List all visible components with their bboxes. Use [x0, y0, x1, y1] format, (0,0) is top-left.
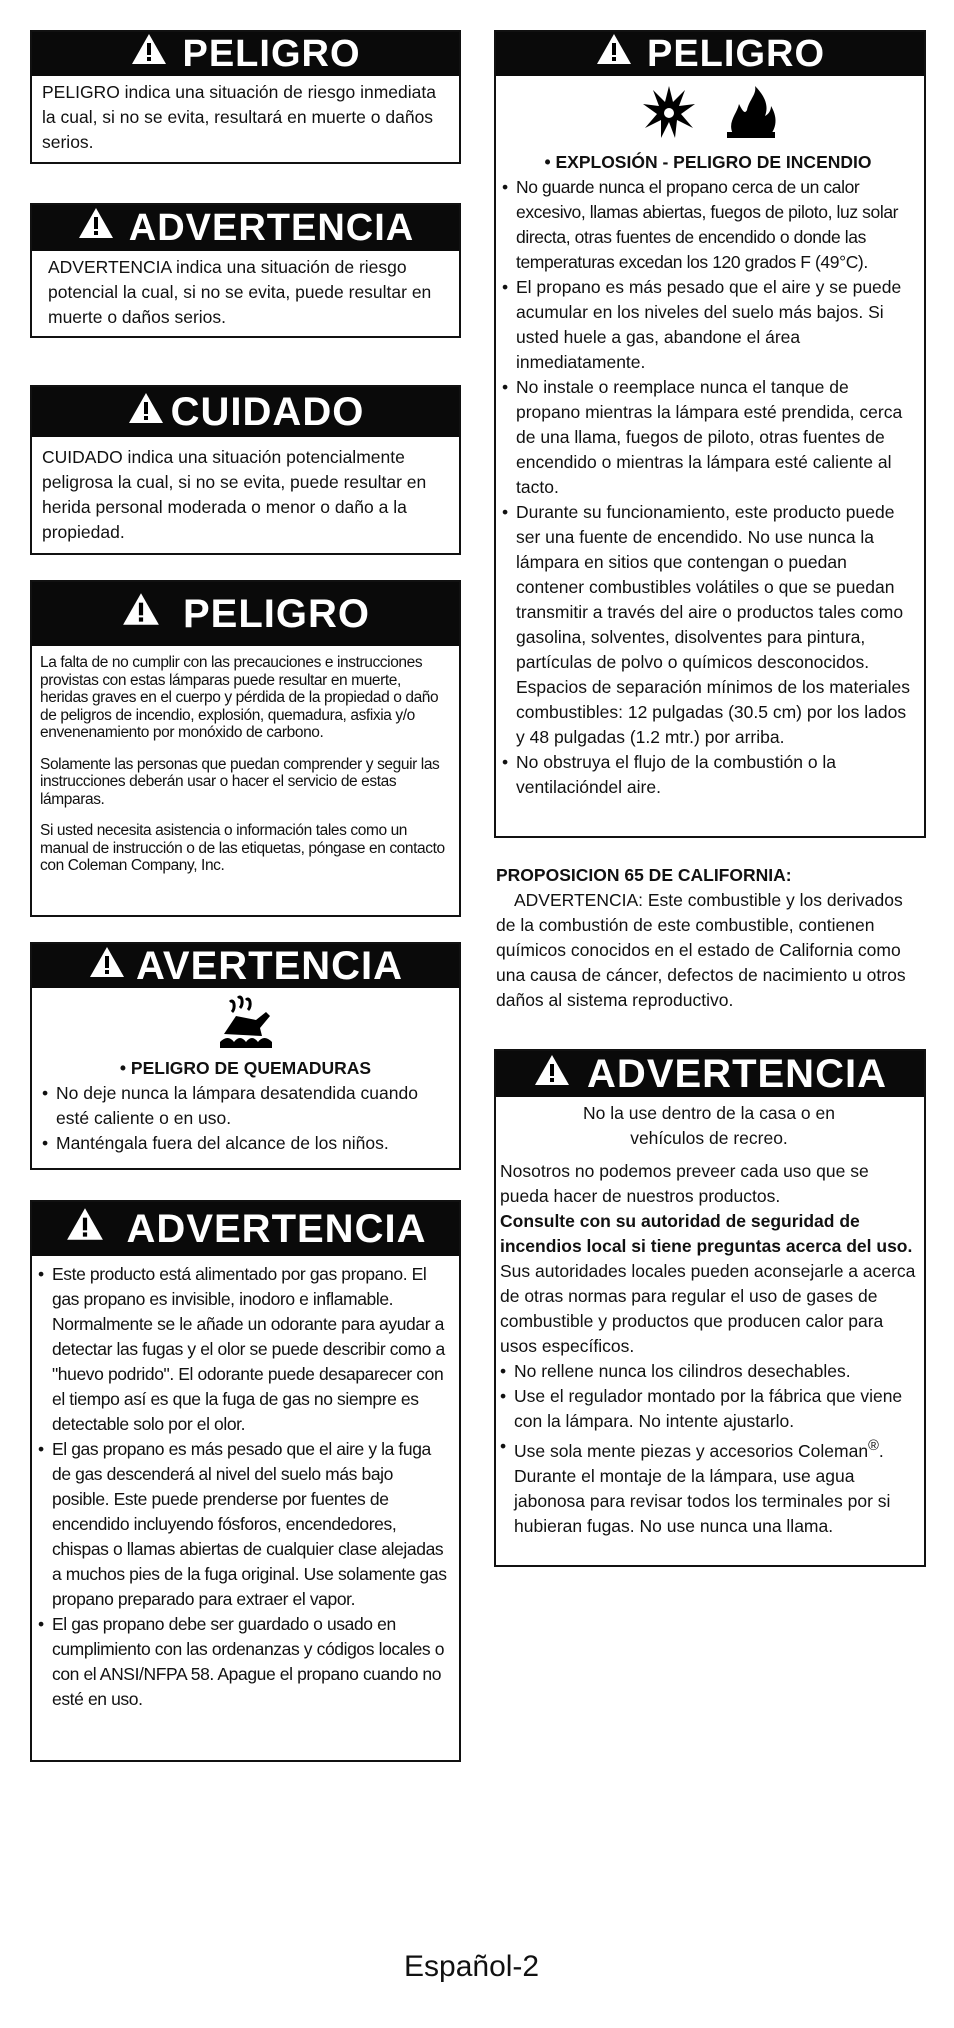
hot-surface-hand-icon — [32, 988, 459, 1056]
cuidado-definition-box — [30, 385, 461, 555]
advertencia-use-title: ADVERTENCIA — [587, 1051, 887, 1096]
advertencia-use-box — [494, 1049, 926, 1567]
explosion-warning-list — [502, 175, 914, 800]
coleman-parts-text-cont: . Durante el montaje de la lámpara, use agua jabonosa para revisar todos los terminales por si hubieran fugas. No use nunca una llama. — [514, 1440, 891, 1536]
warning-triangle-icon — [77, 206, 115, 250]
list-item: • No guarde nunca el propano cerca de un calor excesivo, llamas abiertas, fuegos de piloto, luz solar directa, otras fuentes de encendido o donde las temperaturas excedan los 120 grados F (49°C). — [502, 175, 914, 275]
propane-warning-list — [38, 1262, 449, 1712]
warning-triangle-icon — [127, 390, 165, 435]
cuidado-definition-text: CUIDADO indica una situación potencialmente peligrosa la cual, si no se evita, puede resultar en herida personal moderada o menor o daño a la propiedad. — [42, 447, 427, 542]
peligro-general-box — [30, 580, 461, 917]
warning-triangle-icon — [121, 591, 161, 637]
peligro-general-paragraph: La falta de no cumplir con las precauciones e instrucciones provistas con estas lámparas puede resultar en muerte, heridas graves en el cuerpo y pérdida de la propiedad o daño de peligros de incendio, explosión, quemadura, asfixia y/o envenenamiento por monóxido de carbono. — [40, 654, 439, 741]
peligro-explosion-box — [494, 30, 926, 838]
peligro-general-text — [32, 646, 459, 883]
advertencia-definition-text: ADVERTENCIA indica una situación de riesgo potencial la cual, si no se evita, puede resultar en muerte o daños serios. — [48, 257, 432, 327]
fire-authority-notice: Consulte con su autoridad de seguridad de incendios local si tiene preguntas acerca del uso. — [500, 1211, 913, 1256]
peligro-general-paragraph: Si usted necesita asistencia o información tales como un manual de instrucción o de las etiquetas, póngase en contacto con Coleman Company, Inc. — [40, 822, 445, 874]
prop65-title: PROPOSICION 65 DE CALIFORNIA: — [496, 865, 792, 885]
advertencia-propane-header — [32, 1202, 459, 1256]
peligro-general-header — [32, 582, 459, 646]
advertencia-propane-box — [30, 1200, 461, 1762]
list-item — [500, 1434, 918, 1539]
peligro-explosion-header — [496, 32, 924, 76]
peligro-general-title: PELIGRO — [182, 591, 371, 636]
list-item: • No obstruya el flujo de la combustión o la ventilacióndel aire. — [502, 750, 914, 800]
page-number: Español-2 — [404, 1950, 540, 1983]
cuidado-title: CUIDADO — [170, 389, 365, 434]
advertencia-definition-box — [30, 203, 461, 338]
avertencia-header — [32, 944, 459, 988]
explosion-icon — [641, 84, 697, 140]
peligro-definition-box — [30, 30, 461, 164]
prop65-text: ADVERTENCIA: Este combustible y los derivados de la combustión de este combustible, contienen químicos conocidos en el estado de California como una causa de cáncer, defectos de nacimiento u otros daños al sistema reproductivo. — [496, 890, 906, 1010]
list-item: • Manténgala fuera del alcance de los niños. — [42, 1131, 449, 1156]
peligro-definition-text: PELIGRO indica una situación de riesgo inmediata la cual, si no se evita, resultará en muerte o daños serios. — [42, 82, 436, 152]
peligro-general-paragraph: Solamente las personas que puedan comprender y seguir las instrucciones deberán usar o hacer el servicio de estas lámparas. — [40, 755, 440, 808]
list-item: • Use el regulador montado por la fábrica que viene con la lámpara. No intente ajustarlo. — [500, 1384, 918, 1434]
usage-disclaimer: Nosotros no podemos preveer cada uso que se pueda hacer de nuestros productos. — [500, 1161, 869, 1206]
avertencia-title: AVERTENCIA — [135, 943, 404, 988]
peligro-explosion-title: PELIGRO — [646, 32, 826, 75]
explosion-hazard-subtitle: • EXPLOSIÓN - PELIGRO DE INCENDIO — [544, 152, 872, 172]
cuidado-header — [32, 387, 459, 437]
explosion-fire-icons — [496, 76, 924, 150]
list-item: • El propano es más pesado que el aire y se puede acumular en los niveles del suelo más bajos. Si usted huele a gas, abandone el área inmediatamente. — [502, 275, 914, 375]
list-item: • No deje nunca la lámpara desatendida cuando esté caliente o en uso. — [42, 1081, 449, 1131]
coleman-parts-text: Use sola mente piezas y accesorios Coleman — [514, 1440, 869, 1461]
warning-triangle-icon — [88, 944, 126, 989]
avertencia-content — [32, 1056, 459, 1164]
advertencia-propane-content — [32, 1256, 459, 1720]
advertencia-use-header — [496, 1051, 924, 1097]
advertencia-propane-title: ADVERTENCIA — [126, 1206, 427, 1251]
burn-hazard-subtitle: • PELIGRO DE QUEMADURAS — [119, 1058, 372, 1078]
list-item: • El gas propano es más pesado que el aire y la fuga de gas descenderá al nivel del suelo más bajo posible. Este puede prenderse por fuentes de encendido incluyendo fósforos, encendedores, chispas o llamas abiertas de cualquier clase alejadas a muchos pies de la fuga original. Use solamente gas propano preparado para extraer el vapor. — [38, 1437, 449, 1612]
advertencia-use-content — [496, 1097, 924, 1545]
list-item: • Durante su funcionamiento, este producto puede ser una fuente de encendido. No use nunca la lámpara en sitios que contengan o puedan contener combustibles volátiles o que se puedan transmitir a través del aire o productos tales como gasolina, solventes, disolventes para pintura, partículas de polvo o químicos desconocidos. Espacios de separación mínimos de los materiales combustibles: 12 pulgadas (30.5 cm) por los lados y 48 pulgadas (1.2 mtr.) por arriba. — [502, 500, 914, 750]
local-regulations-text: Sus autoridades locales pueden aconsejarle a acerca de otras normas para regular el uso de gases de combustible y productos que producen calor para usos específicos. — [500, 1261, 916, 1356]
usage-instructions-list — [500, 1359, 918, 1539]
peligro-title: PELIGRO — [182, 32, 361, 75]
list-item: • No instale o reemplace nunca el tanque de propano mientras la lámpara esté prendida, cerca de una llama, fuegos de piloto, otras fuentes de encendido o mientras la lámpara esté caliente al tacto. — [502, 375, 914, 500]
indoor-use-warning: No la use dentro de la casa o en vehículos de recreo. — [583, 1103, 835, 1148]
warning-triangle-icon — [595, 32, 633, 76]
advertencia-title: ADVERTENCIA — [128, 206, 415, 249]
avertencia-list — [42, 1081, 449, 1156]
list-item: • Este producto está alimentado por gas propano. El gas propano es invisible, inodoro e inflamable. Normalmente se le añade un odorante para ayudar a detectar las fugas y el olor se puede describir como a "huevo podrido". El odorante puede desaparecer con el tiempo así es que la fuga de gas no siempre es detectable solo por el olor. — [38, 1262, 449, 1437]
list-item: • No rellene nunca los cilindros desechables. — [500, 1359, 918, 1384]
fire-icon — [723, 84, 779, 140]
avertencia-burn-box — [30, 942, 461, 1170]
peligro-explosion-content — [496, 150, 924, 808]
list-item: • El gas propano debe ser guardado o usado en cumplimiento con las ordenanzas y códigos locales o con el ANSI/NFPA 58. Apague el propano cuando no esté en uso. — [38, 1612, 449, 1712]
warning-triangle-icon — [65, 1206, 105, 1252]
prop65-section — [496, 863, 924, 1013]
peligro-header — [32, 32, 459, 76]
advertencia-header — [32, 205, 459, 251]
warning-triangle-icon — [533, 1052, 571, 1097]
registered-mark: ® — [868, 1438, 879, 1454]
warning-triangle-icon — [130, 32, 168, 76]
